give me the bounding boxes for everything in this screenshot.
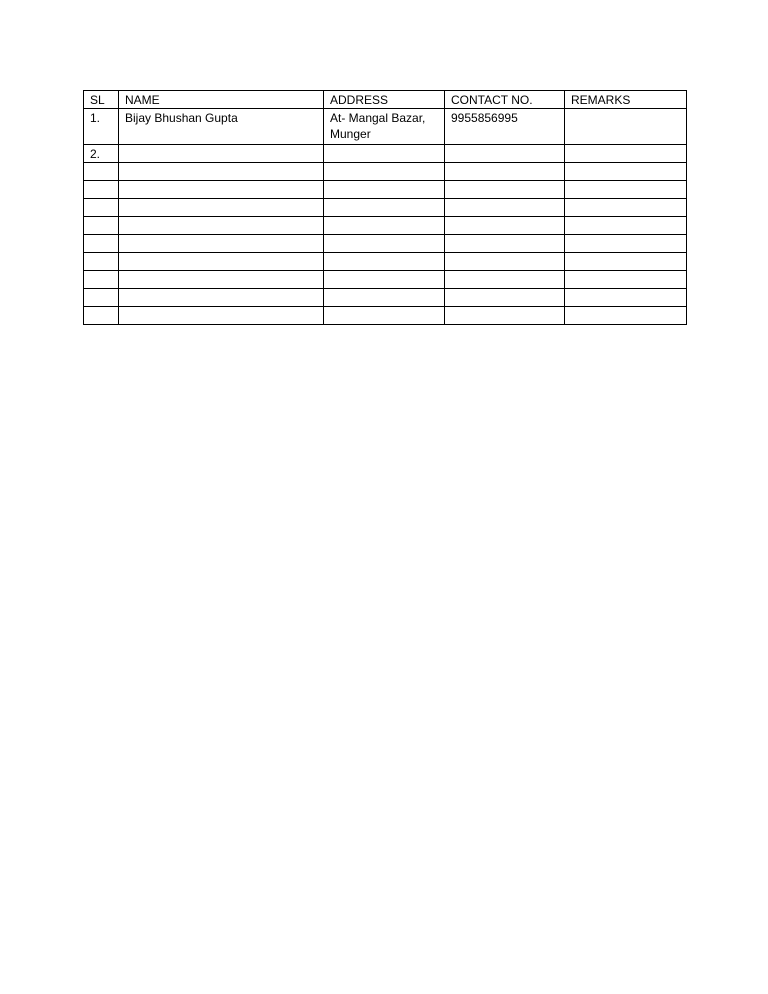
cell-remarks <box>565 199 687 217</box>
cell-sl <box>84 181 119 199</box>
header-name: NAME <box>119 91 324 109</box>
table-row <box>84 199 687 217</box>
cell-address <box>324 217 445 235</box>
header-remarks: REMARKS <box>565 91 687 109</box>
cell-name <box>119 253 324 271</box>
cell-remarks <box>565 235 687 253</box>
cell-contact <box>445 253 565 271</box>
header-sl: SL <box>84 91 119 109</box>
cell-address <box>324 271 445 289</box>
table-row <box>84 217 687 235</box>
cell-name <box>119 289 324 307</box>
cell-remarks <box>565 307 687 325</box>
contact-register-table <box>83 90 687 325</box>
cell-remarks <box>565 289 687 307</box>
cell-contact <box>445 235 565 253</box>
cell-sl <box>84 253 119 271</box>
cell-contact <box>445 163 565 181</box>
cell-address <box>324 163 445 181</box>
cell-remarks <box>565 181 687 199</box>
table-row <box>84 163 687 181</box>
cell-name: Bijay Bhushan Gupta <box>119 109 324 145</box>
cell-address <box>324 109 445 145</box>
cell-address <box>324 145 445 163</box>
address-line-2: Munger <box>330 127 371 141</box>
cell-address <box>324 181 445 199</box>
cell-remarks <box>565 271 687 289</box>
cell-remarks <box>565 163 687 181</box>
table-body <box>84 109 687 325</box>
cell-name <box>119 307 324 325</box>
cell-remarks <box>565 109 687 145</box>
table-row <box>84 271 687 289</box>
cell-contact <box>445 289 565 307</box>
table-row <box>84 145 687 163</box>
cell-address <box>324 199 445 217</box>
cell-sl: 1. <box>84 109 119 145</box>
cell-contact: 9955856995 <box>445 109 565 145</box>
cell-address <box>324 307 445 325</box>
cell-name <box>119 235 324 253</box>
table-row <box>84 307 687 325</box>
cell-name <box>119 271 324 289</box>
cell-name <box>119 217 324 235</box>
cell-sl <box>84 235 119 253</box>
cell-sl <box>84 199 119 217</box>
header-address: ADDRESS <box>324 91 445 109</box>
cell-remarks <box>565 217 687 235</box>
cell-sl: 2. <box>84 145 119 163</box>
cell-remarks <box>565 253 687 271</box>
cell-name <box>119 199 324 217</box>
cell-remarks <box>565 145 687 163</box>
cell-name <box>119 145 324 163</box>
cell-sl <box>84 163 119 181</box>
cell-name <box>119 181 324 199</box>
cell-address <box>324 289 445 307</box>
cell-sl <box>84 271 119 289</box>
cell-address <box>324 235 445 253</box>
table-row <box>84 109 687 145</box>
cell-sl <box>84 217 119 235</box>
table-row <box>84 181 687 199</box>
cell-sl <box>84 289 119 307</box>
cell-name <box>119 163 324 181</box>
cell-contact <box>445 271 565 289</box>
cell-contact <box>445 307 565 325</box>
cell-contact <box>445 217 565 235</box>
table-row <box>84 235 687 253</box>
table-header-row <box>84 91 687 109</box>
cell-contact <box>445 199 565 217</box>
table-row <box>84 289 687 307</box>
header-contact: CONTACT NO. <box>445 91 565 109</box>
address-line-1: At- Mangal Bazar, <box>330 111 426 125</box>
cell-contact <box>445 145 565 163</box>
cell-sl <box>84 307 119 325</box>
cell-address <box>324 253 445 271</box>
table-row <box>84 253 687 271</box>
cell-contact <box>445 181 565 199</box>
